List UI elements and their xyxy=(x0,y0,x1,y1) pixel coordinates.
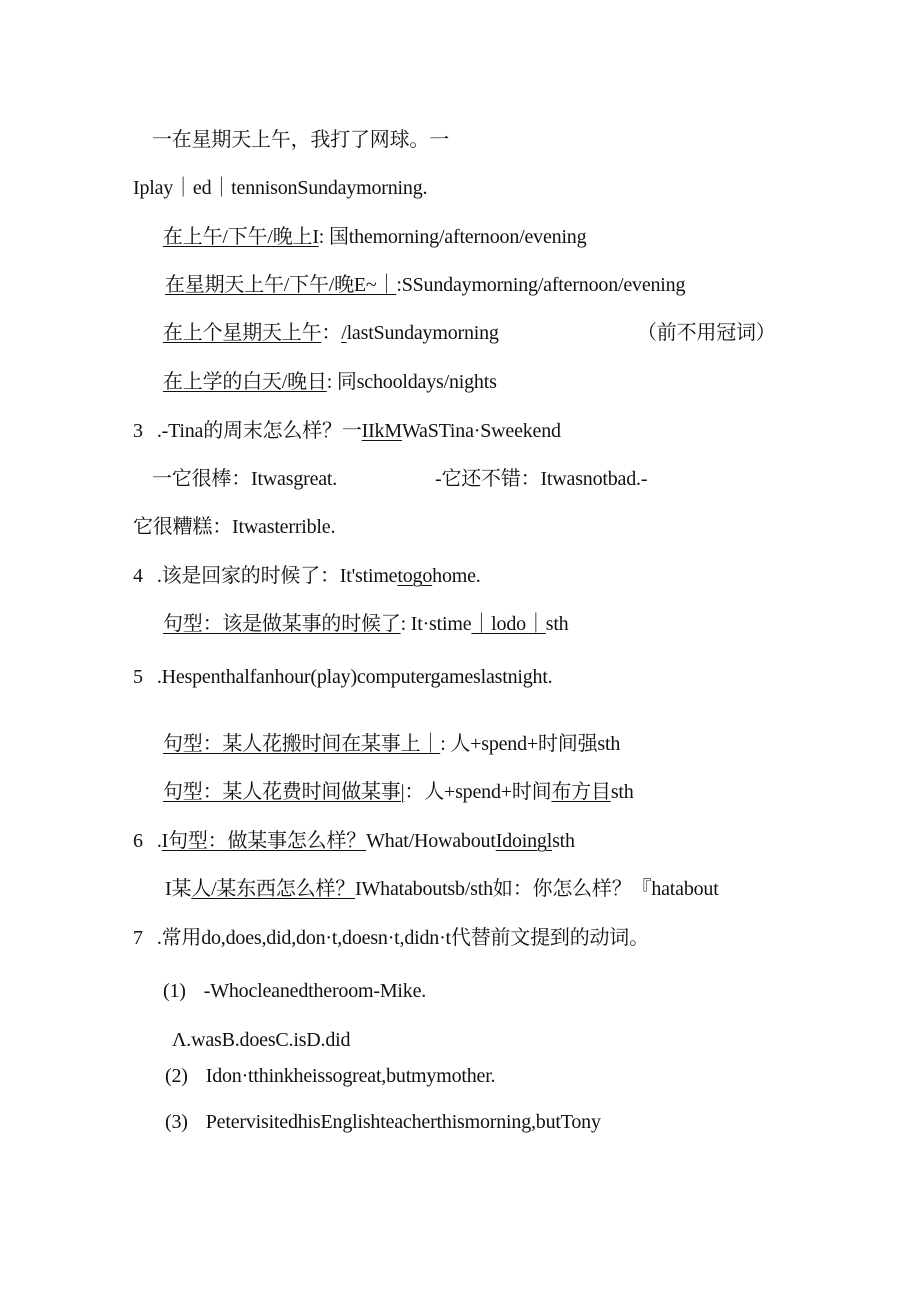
example-sentence-en: Iplay｜ed｜tennisonSundaymorning. xyxy=(133,177,428,199)
item-7-auxiliary-verbs: 7 .常用do,does,did,don·t,doesn·t,didn·t代替前文提到的动词。 xyxy=(133,927,649,949)
item-3-weekend: 3 .-Tina的周末怎么样？一IIkMWaSTina·Sweekend xyxy=(133,420,561,442)
item-4-time-to-go-home: 4 .该是回家的时候了：It'stimetogohome. xyxy=(133,565,481,587)
pattern-spend-doing: 句型：某人花费时间做某事|：人+spend+时间布方目sth xyxy=(163,781,634,803)
answer-not-bad: -它还不错：Itwasnotbad.- xyxy=(435,468,648,490)
example-sentence-cn: 一在星期天上午，我打了网球。一 xyxy=(152,129,449,151)
exercise-2: (2) Idon·tthinkheissogreat,butmymother. xyxy=(165,1065,496,1087)
phrase-morning-afternoon: 在上午/下午/晚上I: 国themorning/afternoon/evening xyxy=(163,226,587,248)
phrase-sunday-morning: 在星期天上午/下午/晚E~｜:SSundaymorning/afternoon/evening xyxy=(165,274,686,296)
answer-terrible: 它很糟糕：Itwasterrible. xyxy=(133,516,336,538)
exercise-3: (3) PetervisitedhisEnglishteacherthismorning,butTony xyxy=(165,1111,601,1133)
exercise-1: (1) -Whocleanedtheroom-Mike. xyxy=(163,980,427,1002)
phrase-last-sunday: 在上个星期天上午：/lastSundaymorning xyxy=(163,322,499,344)
note-no-article: （前不用冠词） xyxy=(637,322,776,344)
pattern-its-time: 句型：该是做某事的时候了: It·stime｜lodo｜sth xyxy=(163,613,569,635)
answer-great: 一它很棒：Itwasgreat. xyxy=(152,468,338,490)
item-6-how-about: 6 .I句型：做某事怎么样？What/HowaboutIdoinglsth xyxy=(133,830,575,852)
pattern-spend-on: 句型：某人花搬时间在某事上｜: 人+spend+时间强sth xyxy=(163,733,621,755)
item-5-spend-time: 5 .Hespenthalfanhour(play)computergameslastnight. xyxy=(133,666,553,688)
exercise-1-options: Λ.wasB.doesC.isD.did xyxy=(172,1029,351,1051)
pattern-what-about: I某人/某东西怎么样？IWhataboutsb/sth如：你怎么样？『hatabout xyxy=(165,878,719,900)
phrase-school-days: 在上学的白天/晚日: 同schooldays/nights xyxy=(163,371,497,393)
